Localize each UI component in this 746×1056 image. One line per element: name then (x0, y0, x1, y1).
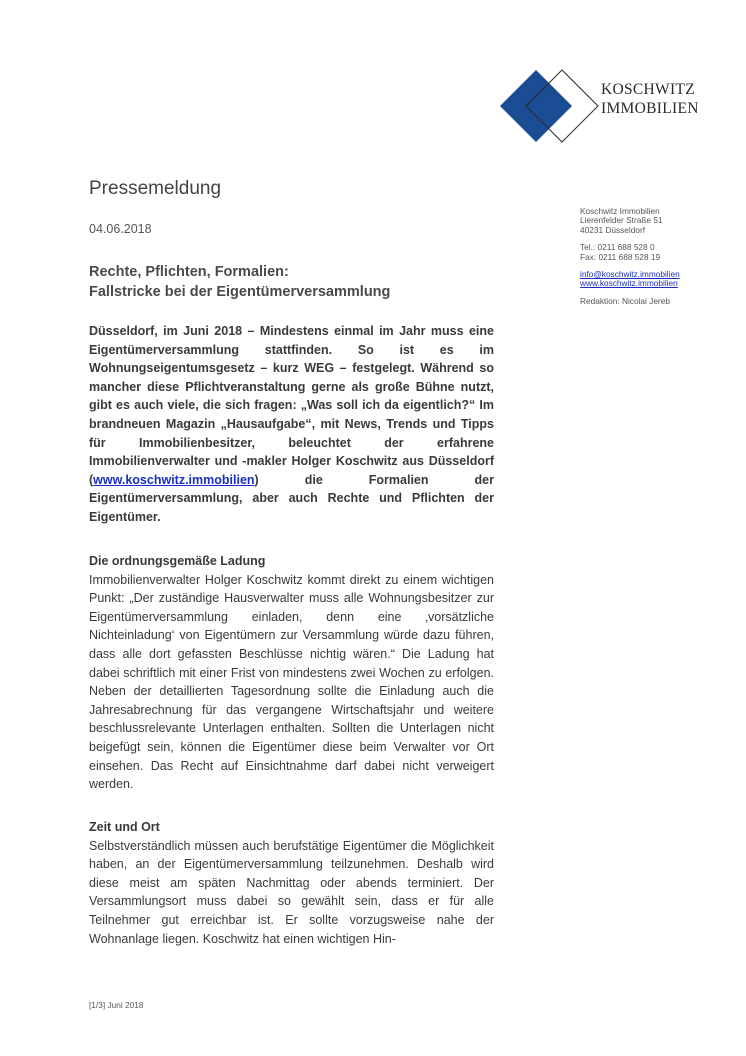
section-body: Selbstverständlich müssen auch berufstätige Eigentümer die Möglichkeit haben, an der Eigentümerversammlung teilzunehmen. Deshalb wird diese meist am späten Nachmittag oder abends terminiert. Der Versammlungsort muss dabei so gewählt sein, dass er für alle Teilnehmer gut erreichbar ist. Er sollte vorzugsweise nahe der Wohnanlage liegen. Koschwitz hat einen wichtigen Hin- (89, 838, 494, 946)
document-type: Pressemeldung (89, 178, 222, 199)
editor-block (580, 297, 730, 306)
website-link[interactable]: www.koschwitz.immobilien (93, 472, 255, 487)
street: Lierenfelder Straße 51 (580, 215, 663, 226)
email-link[interactable]: info@koschwitz.immobilien (580, 269, 680, 280)
logo-diamond-icon (500, 68, 600, 148)
logo-line-2: IMMOBILIEN (601, 100, 699, 117)
release-date: 04.06.2018 (89, 222, 152, 236)
editor: Redaktion: Nicolai Jereb (580, 295, 670, 306)
section-zeit-und-ort (89, 818, 494, 948)
headline-line-2: Fallstricke bei der Eigentümerversammlung (89, 284, 391, 300)
web-link[interactable]: www.koschwitz.immobilien (580, 278, 678, 289)
online-block (580, 270, 730, 289)
lead-text-after: ) die Formalien der Eigentümerversammlung, aber auch Rechte und Pflichten der Eigentümer. (89, 472, 494, 524)
page-footer: [1/3] Juni 2018 (89, 1000, 144, 1010)
lead-paragraph (89, 322, 494, 527)
section-heading: Zeit und Ort (89, 820, 160, 834)
section-ladung (89, 552, 494, 794)
phone-block (580, 243, 730, 262)
section-body: Immobilienverwalter Holger Koschwitz kommt direkt zu einem wichtigen Punkt: „Der zuständige Hausverwalter muss alle Wohnungsbesitzer zur Eigentümerversammlung einladen, denn eine ‚vorsätzliche Nichteinladung‘ von Eigentümern zur Versammlung würde dazu führen, dass alle dort gefassten Beschlüsse nichtig wären.“ Die Ladung hat dabei schriftlich mit einer Frist von mindestens zwei Wochen zu erfolgen. Neben der detaillierten Tagesordnung sollte die Einladung auch die Jahresabrechnung für das vergangene Wirtschaftsjahr und weitere beschlussrelevante Unterlagen enthalten. Sollten die Unterlagen nicht beigefügt sein, können die Eigentümer diese beim Verwalter vor Ort einsehen. Das Recht auf Einsichtnahme darf dabei nicht verweigert werden. (89, 572, 494, 792)
city: 40231 Düsseldorf (580, 224, 646, 235)
logo-line-1: KOSCHWITZ (601, 81, 695, 98)
lead-text-before: Düsseldorf, im Juni 2018 – Mindestens einmal im Jahr muss eine Eigentümerversammlung stattfinden. So ist es im Wohnungseigentumsgesetz – kurz WEG – festgelegt. Während so mancher diese Pflichtveranstaltung gerne als große Bühne nutzt, gibt es auch viele, die sich fragen: „Was soll ich da eigentlich?“ Im brandneuen Magazin „Hausaufgabe“, mit News, Trends und Tipps für Immobilienbesitzer, beleuchtet der erfahrene Immobilienverwalter und -makler Holger Koschwitz aus Düsseldorf ( (89, 324, 494, 487)
company-name: Koschwitz Immobilien (580, 206, 660, 216)
contact-sidebar (580, 207, 730, 314)
logo-wordmark (601, 80, 699, 118)
company-logo (500, 68, 720, 148)
telephone: Tel.: 0211 688 528 0 (580, 242, 655, 253)
fax: Fax: 0211 688 528 19 (580, 251, 661, 262)
address-block (580, 207, 730, 235)
section-heading: Die ordnungsgemäße Ladung (89, 554, 266, 568)
headline (89, 262, 499, 302)
headline-line-1: Rechte, Pflichten, Formalien: (89, 264, 289, 280)
